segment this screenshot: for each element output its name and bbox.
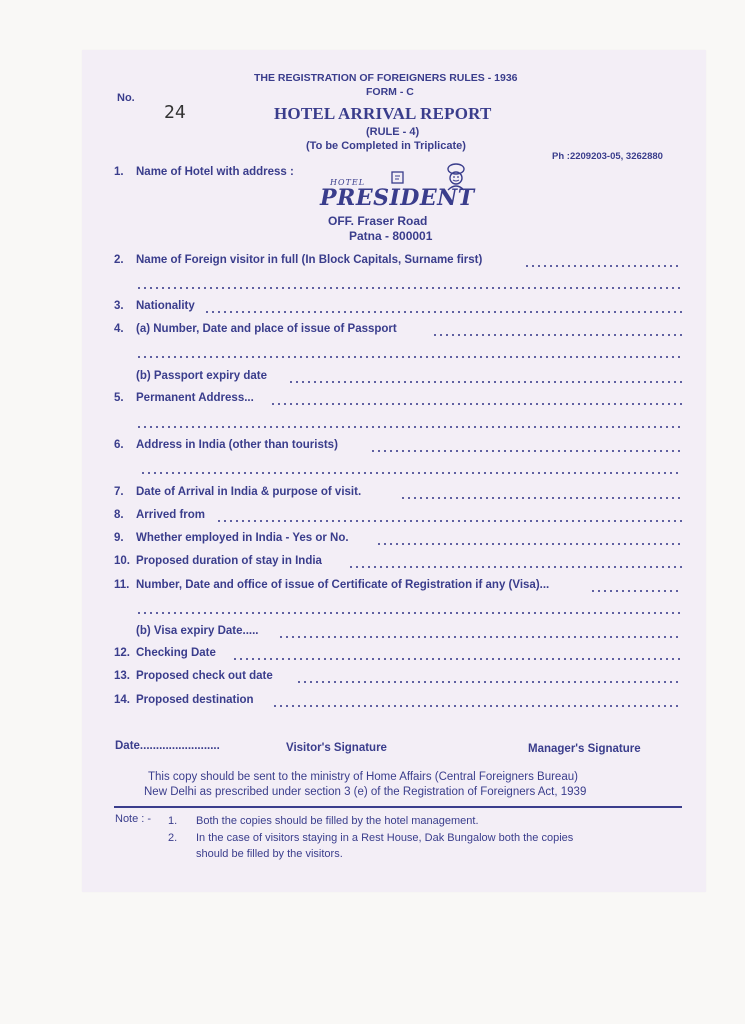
copy-instruction-line1: This copy should be sent to the ministry of Home Affairs (Central Foreigners Bureau) [148, 771, 578, 783]
copy-instruction-line2: New Delhi as prescribed under section 3 (e) of the Registration of Foreigners Act, 1939 [144, 786, 587, 798]
field-14-label: Proposed destination [136, 694, 254, 706]
field-10-label: Proposed duration of stay in India [136, 555, 322, 567]
field-13-dotline [296, 681, 682, 683]
rules-title: THE REGISTRATION OF FOREIGNERS RULES - 1936 [254, 72, 518, 84]
field-4b-dotline [288, 381, 682, 383]
note-2-number: 2. [168, 832, 178, 844]
field-14-dotline [272, 705, 682, 707]
hotel-address-line1: OFF. Fraser Road [328, 214, 428, 228]
field-12-label: Checking Date [136, 647, 216, 659]
field-9-label: Whether employed in India - Yes or No. [136, 532, 349, 544]
field-6-dotline-2 [140, 472, 682, 474]
field-5-dotline-2 [136, 426, 682, 428]
field-6-dotline [370, 450, 682, 452]
field-2-number: 2. [114, 254, 124, 266]
rule-label: (RULE - 4) [366, 126, 420, 138]
field-9-number: 9. [114, 532, 124, 544]
field-1-number: 1. [114, 166, 124, 178]
field-6-label: Address in India (other than tourists) [136, 439, 338, 451]
field-2-dotline [524, 265, 682, 267]
note-2-text-line1: In the case of visitors staying in a Rest House, Dak Bungalow both the copies [196, 832, 574, 844]
field-8-dotline [216, 520, 682, 522]
field-6-number: 6. [114, 439, 124, 451]
field-3-number: 3. [114, 300, 124, 312]
field-3-label: Nationality [136, 300, 195, 312]
field-13-label: Proposed check out date [136, 670, 273, 682]
note-1-text: Both the copies should be filled by the hotel management. [196, 815, 479, 827]
logo-hotel-text: HOTEL [330, 178, 366, 187]
form-sheet [82, 50, 706, 892]
field-4-dotline-2 [136, 356, 682, 358]
note-1-number: 1. [168, 815, 178, 827]
hotel-address-line2: Patna - 800001 [349, 229, 433, 243]
field-7-number: 7. [114, 486, 124, 498]
field-12-number: 12. [114, 647, 130, 659]
field-11b-label: (b) Visa expiry Date..... [136, 625, 259, 637]
field-13-number: 13. [114, 670, 130, 682]
footer-divider [114, 806, 682, 808]
field-7-label: Date of Arrival in India & purpose of visit. [136, 486, 362, 498]
date-signature-label: Date......................... [115, 740, 220, 752]
visitor-signature-label: Visitor's Signature [286, 742, 387, 754]
field-10-dotline [348, 566, 682, 568]
field-4-label: (a) Number, Date and place of issue of Passport [136, 323, 397, 335]
field-9-dotline [376, 543, 682, 545]
form-label: FORM - C [366, 86, 414, 98]
form-number-value: 24 [164, 102, 186, 123]
field-14-number: 14. [114, 694, 130, 706]
field-11-dotline-2 [136, 612, 682, 614]
logo-president-text: PRESIDENT [320, 185, 475, 211]
field-5-label: Permanent Address... [136, 392, 254, 404]
logo-card-icon [390, 170, 406, 186]
form-number-label: No. [117, 92, 135, 104]
field-11-number: 11. [114, 579, 130, 591]
field-4b-label: (b) Passport expiry date [136, 370, 268, 382]
field-2-label: Name of Foreign visitor in full (In Block Capitals, Surname first) [136, 254, 483, 266]
triplicate-note: (To be Completed in Triplicate) [306, 140, 466, 152]
field-4-number: 4. [114, 323, 124, 335]
field-2-dotline-2 [136, 287, 682, 289]
field-1-label: Name of Hotel with address : [136, 166, 294, 178]
field-3-dotline [204, 311, 682, 313]
field-8-label: Arrived from [136, 509, 206, 521]
page-title: HOTEL ARRIVAL REPORT [274, 104, 492, 123]
field-11-label: Number, Date and office of issue of Certificate of Registration if any (Visa)... [136, 579, 550, 591]
field-4-dotline [432, 334, 682, 336]
field-11-dotline [590, 590, 682, 592]
note-2-text-line2: should be filled by the visitors. [196, 848, 343, 860]
field-12-dotline [232, 658, 682, 660]
manager-signature-label: Manager's Signature [528, 743, 641, 755]
phone-number: Ph :2209203-05, 3262880 [552, 151, 663, 162]
field-11b-dotline [278, 636, 682, 638]
field-10-number: 10. [114, 555, 130, 567]
field-5-dotline [270, 403, 682, 405]
note-label: Note : - [115, 813, 152, 825]
field-8-number: 8. [114, 509, 124, 521]
field-7-dotline [400, 497, 682, 499]
field-5-number: 5. [114, 392, 124, 404]
chef-mascot-icon [442, 163, 470, 191]
